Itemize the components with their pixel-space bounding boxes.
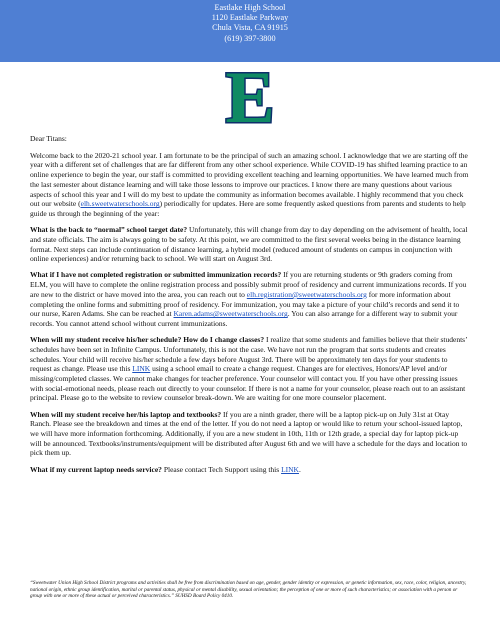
- faq-item: [30, 465, 470, 475]
- svg-text:E: E: [225, 62, 275, 128]
- intro-paragraph: Welcome back to the 2020-21 school year. I am fortunate to be the principal of such an amazing school. I acknowledge that we are starting off the year with a different set of challenges that are far different from any other school experience. While COVID-19 has shifted learning practice to an online experience to begin the year, our staff is committed to providing excellent teaching and learning opportunities. We have learned much from the last semester about distance learning and will take those lessons to improve our practices. I know there are many questions about various aspects of school this year and I will do my best to update the community as information becomes available. I highly recommend that you check out our website (elh.sweetwaterschools.org) periodically for updates. Here are some frequently asked questions from parents and students to help guide us through the beginning of the year:: [30, 150, 469, 218]
- faq-link[interactable]: LINK: [281, 464, 299, 474]
- faq-question: What if my current laptop needs service?: [30, 464, 162, 474]
- faq-question: What is the back to “normal” school target date?: [30, 225, 188, 235]
- school-phone: (619) 397-3800: [224, 33, 276, 43]
- faq-item: [30, 335, 470, 403]
- school-logo: [222, 62, 278, 128]
- e-logo-icon: [222, 62, 278, 128]
- faq-question: What if I have not completed registration or submitted immunization records?: [30, 270, 282, 280]
- school-city: Chula Vista, CA 91915: [212, 23, 288, 33]
- faq-answer-text: Please contact Tech Support using this: [161, 464, 282, 474]
- faq-answer-text: If you are a ninth grader, there will be a laptop pick-up on July 31st at Otay Ranch. Please see the breakdown and times at the end of the letter. If you do not need a laptop or would like to return your school-issued laptop, we will have more information forthcoming. Additionally, if you are a new student in 10th, 11th or 12th grade, a special day for laptop pick-up will be announced. Textbooks/instruments/equipment will be distributed after August 6th and we will have a schedule for the days and location to pick them up.: [30, 409, 468, 458]
- school-name: Eastlake High School: [214, 3, 286, 12]
- faq-link[interactable]: Karen.adams@sweetwaterschools.org: [173, 309, 288, 319]
- faq-answer-text: .: [298, 464, 301, 474]
- greeting: Dear Titans:: [30, 134, 67, 143]
- faq-question: When will my student receive his/her schedule? How do I change classes?: [30, 335, 265, 345]
- faq-item: [30, 270, 470, 328]
- faq-link[interactable]: LINK: [132, 364, 151, 374]
- letter-body: [30, 134, 470, 481]
- faq-answer-text: for more information about completing the online forms and submitting proof of residency. For immunization, you may take a picture of your child’s records and send it to our nurse, Karen Adams. She can be reached at: [30, 289, 460, 319]
- header-banner: [0, 0, 500, 62]
- faq-link[interactable]: elh.registration@sweetwaterschools.org: [246, 289, 367, 299]
- faq-answer-text: If you are returning students or 9th graders coming from ELM, you will have to complete the online registration process and possibly submit proof of residency and current immunizations records. If you are new to the district or have moved into the area, you can reach out to: [30, 270, 467, 299]
- website-link[interactable]: elh.sweetwaterschools.org: [80, 199, 160, 209]
- faq-list: [30, 225, 470, 474]
- faq-answer-text: Unfortunately, this will change from day to day depending on the advisement of health, local and state officials. The aim is always going to be safety. At this point, we are committed to the first several weeks being in the distance learning format. Next steps can include continuation of distance learning, a hybrid model (reduced amount of students on campus in conjunction with online experiences) and/or returning back to school. We will start on August 3rd.: [30, 225, 468, 264]
- faq-item: [30, 410, 470, 459]
- faq-answer-text: using a school email to create a change request. Changes are for electives, Honors/AP level and/or missing/completed classes. We cannot make changes for teacher preference. Your counselor will contact you. If you have other pressing issues with social-emotional needs, please reach out directly to your counselor. If there is not a name for your counselor, please reach out to an assistant principal. Please go to the website to review counselor break-down. We are waiting for one more counselor placement.: [30, 364, 466, 403]
- school-street: 1120 Eastlake Parkway: [211, 13, 289, 23]
- faq-question: When will my student receive her/his laptop and textbooks?: [30, 409, 222, 419]
- faq-answer-text: I realize that some students and families believe that their students’ schedules have been set in Infinite Campus. Unfortunately, this is not the case. We have not run the program that sorts students and creates schedules. Your child will receive his/her schedule a few days before August 3rd. There will be approximately ten days for your students to request as change. Please use this: [30, 335, 468, 374]
- nondiscrimination-disclaimer: “Sweetwater Union High School District programs and activities shall be free from discrimination based on age, gender, gender identity or expression, or genetic information, sex, race, color, religion, ancestry, national origin, ethnic group identification, marital or parental status, physical or mental disability, sexual orientation; the perception of one or more of such characteristics; or association with a person or group with one or more of these actual or perceived characteristics.” SUHSD Board Policy 0410.: [30, 580, 467, 600]
- faq-answer-text: . You can also arrange for a different way to submit your records. You cannot attend school without current immunizations.: [30, 309, 458, 328]
- faq-item: [30, 225, 470, 264]
